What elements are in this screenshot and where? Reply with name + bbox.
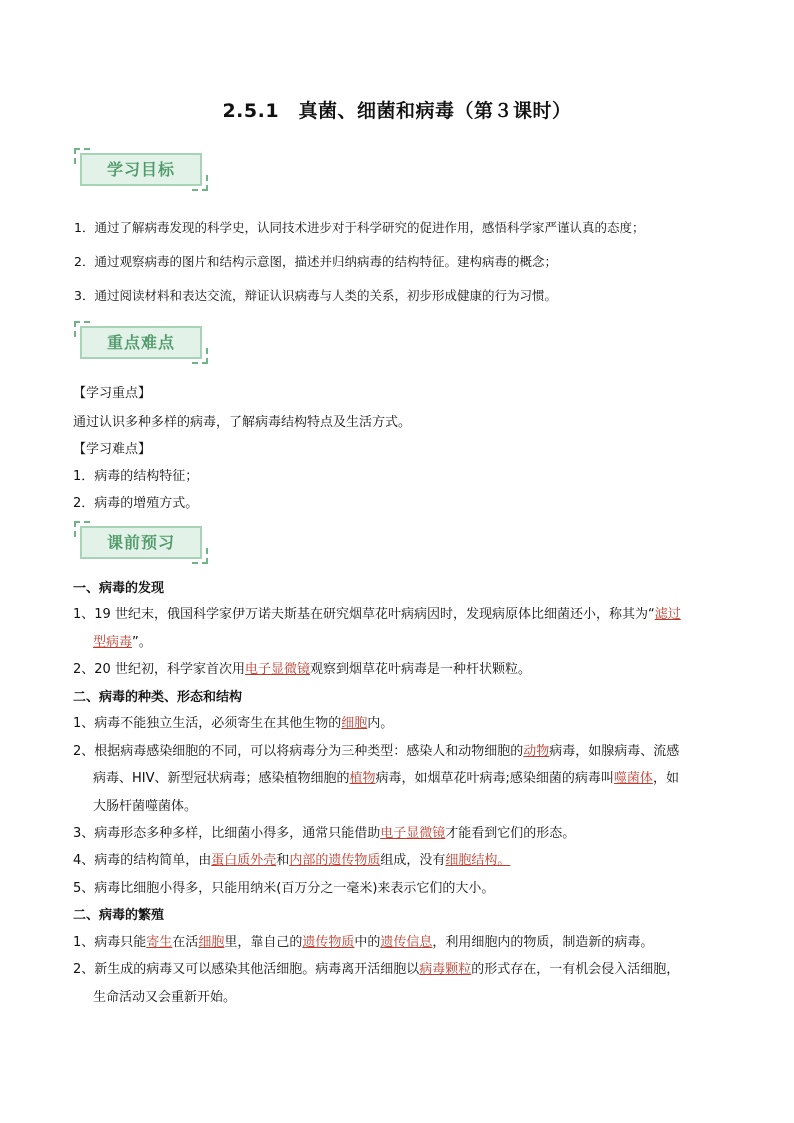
- discovery-item-1: [73, 603, 681, 622]
- text: 2、新生成的病毒又可以感染其他活细胞。病毒离开活细胞以: [73, 962, 420, 977]
- section-heading-reproduction: 二、病毒的繁殖: [73, 908, 165, 923]
- text: 才能看到它们的形态。: [445, 826, 576, 841]
- text: 的形式存在，一有机会侵入活细胞，: [471, 962, 680, 977]
- answer-blank: 植物: [349, 771, 376, 786]
- answer-blank: 电子显微镜: [380, 826, 446, 841]
- text: ，如: [652, 771, 679, 786]
- text: 和: [276, 853, 290, 868]
- text: 4、病毒的结构简单，由: [73, 853, 212, 868]
- difficulty-item-1: 1．病毒的结构特征；: [73, 469, 199, 484]
- goal-item-2: 2．通过观察病毒的图片和结构示意图，描述并归纳病毒的结构特征。建构病毒的概念；: [74, 254, 557, 269]
- types-item-3: [73, 822, 575, 841]
- answer-blank: 细胞: [198, 935, 225, 950]
- text: 1、19 世纪末，俄国科学家伊万诺夫斯基在研究烟草花叶病病因时，发现病原体比细菌还小，称其为“: [73, 607, 655, 622]
- answer-blank: 蛋白质外壳: [211, 853, 277, 868]
- answer-blank: 细胞: [341, 716, 368, 731]
- focus-text: 通过认识多种多样的病毒，了解病毒结构特点及生活方式。: [73, 415, 412, 430]
- text: 内。: [367, 716, 394, 731]
- text: 2、20 世纪初，科学家首次用: [73, 662, 245, 677]
- text: 组成，没有: [380, 853, 446, 868]
- difficulty-label: 【学习难点】: [73, 442, 152, 457]
- answer-blank: 动物: [523, 744, 550, 759]
- types-item-1: [73, 712, 393, 731]
- text: 病毒、HIV、新型冠状病毒；感染植物细胞的: [93, 771, 350, 786]
- text: 1、病毒不能独立生活，必须寄生在其他生物的: [73, 716, 342, 731]
- answer-blank: 寄生: [146, 935, 173, 950]
- types-item-2: [73, 740, 679, 759]
- section-badge-goals: 学习目标: [80, 153, 202, 186]
- types-item-2-cont: [93, 767, 679, 786]
- section-badge-key: 重点难点: [80, 326, 202, 359]
- answer-blank: 细胞结构。: [445, 853, 511, 868]
- answer-blank: 噬菌体: [613, 771, 653, 786]
- difficulty-item-2: 2．病毒的增殖方式。: [73, 496, 199, 511]
- answer-blank: 型病毒: [93, 635, 133, 650]
- text: 2、根据病毒感染细胞的不同，可以将病毒分为三种类型：感染人和动物细胞的: [73, 744, 524, 759]
- section-heading-discovery: 一、病毒的发现: [73, 581, 165, 596]
- text: 病毒，如烟草花叶病毒;感染细菌的病毒叫: [375, 771, 614, 786]
- goal-item-3: 3．通过阅读材料和表达交流，辩证认识病毒与人类的关系，初步形成健康的行为习惯。: [74, 288, 557, 303]
- reproduction-item-2: [73, 958, 679, 977]
- text: 里，靠自己的: [224, 935, 303, 950]
- focus-label: 【学习重点】: [73, 386, 152, 401]
- text: 3、病毒形态多种多样，比细菌小得多，通常只能借助: [73, 826, 381, 841]
- types-item-4: [73, 849, 510, 868]
- text: ”。: [132, 635, 152, 650]
- answer-blank: 遗传物质: [302, 935, 355, 950]
- types-item-2-cont2: 大肠杆菌噬菌体。: [93, 799, 198, 814]
- answer-blank: 病毒颗粒: [419, 962, 472, 977]
- section-badge-preview: 课前预习: [80, 526, 202, 559]
- answer-blank: 电子显微镜: [244, 662, 310, 677]
- reproduction-item-2-cont: 生命活动又会重新开始。: [93, 990, 237, 1005]
- discovery-item-2: [73, 658, 531, 677]
- text: 观察到烟草花叶病毒是一种杆状颗粒。: [309, 662, 531, 677]
- section-heading-types: 二、病毒的种类、形态和结构: [73, 690, 243, 705]
- answer-blank: 滤过: [654, 607, 681, 622]
- text: ，利用细胞内的物质，制造新的病毒。: [432, 935, 654, 950]
- text: 在活: [172, 935, 199, 950]
- text: 病毒，如腺病毒、流感: [549, 744, 680, 759]
- discovery-item-1-cont: [93, 631, 152, 650]
- answer-blank: 遗传信息: [380, 935, 433, 950]
- text: 中的: [354, 935, 381, 950]
- reproduction-item-1: [73, 931, 653, 950]
- text: 1、病毒只能: [73, 935, 147, 950]
- types-item-5: 5、病毒比细胞小得多，只能用纳米(百万分之一毫米)来表示它们的大小。: [73, 881, 495, 896]
- answer-blank: 内部的遗传物质: [289, 853, 381, 868]
- page-title: 2.5.1 真菌、细菌和病毒（第３课时）: [222, 100, 572, 122]
- goal-item-1: 1．通过了解病毒发现的科学史，认同技术进步对于科学研究的促进作用，感悟科学家严谨认真的态度；: [74, 220, 645, 235]
